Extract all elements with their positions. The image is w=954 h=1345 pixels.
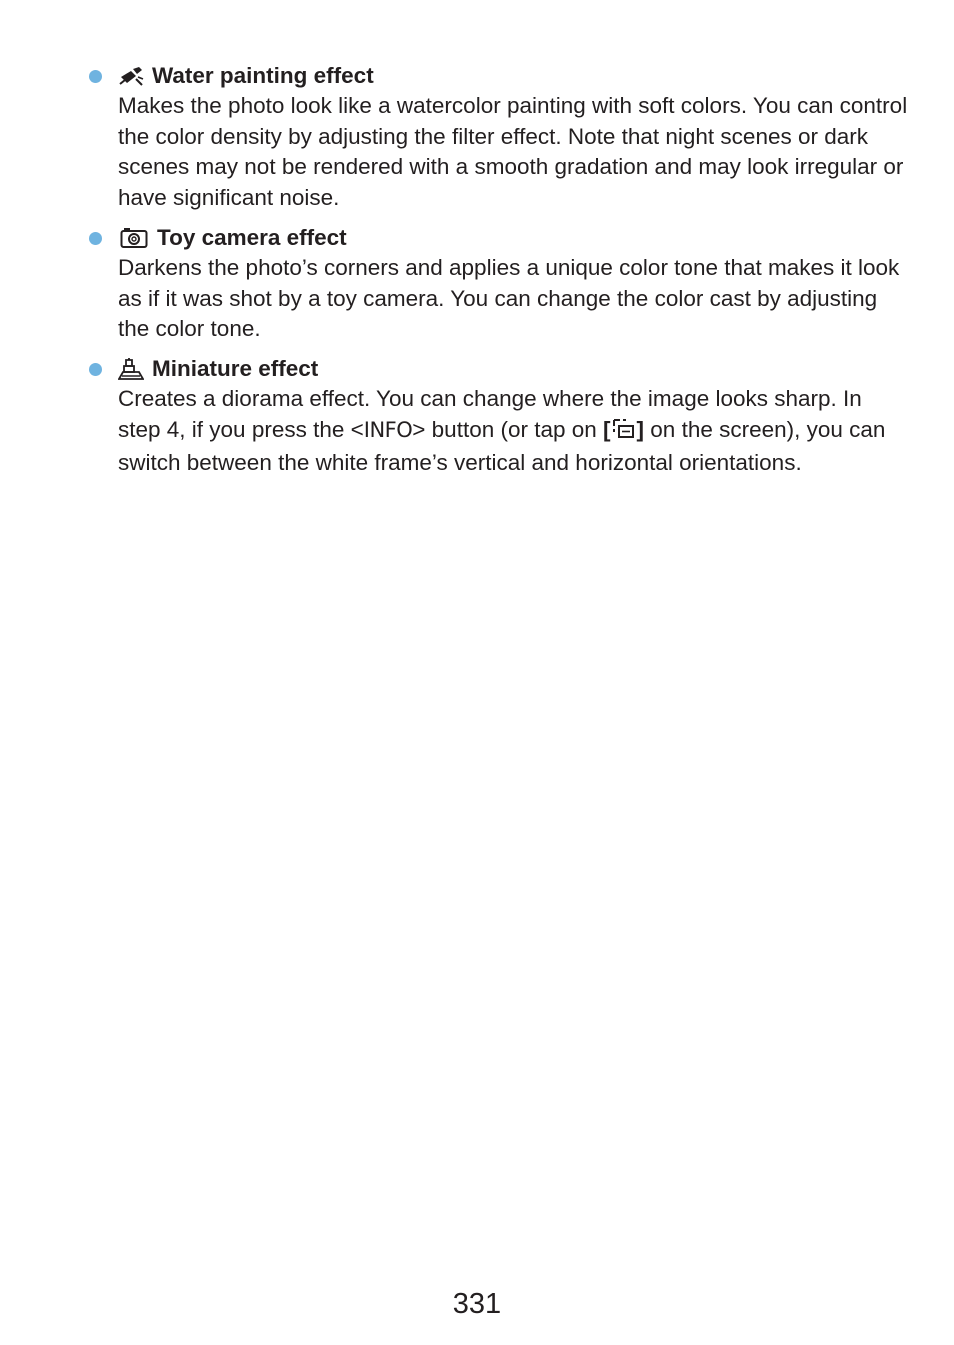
item-title bbox=[118, 223, 908, 253]
info-button-label: INFO bbox=[363, 417, 413, 442]
bullet-dot bbox=[89, 363, 102, 376]
description-text: Creates a diorama effect. You can change where the image looks sharp. In step 4, if you press the < bbox=[118, 386, 862, 442]
item-title-text: Toy camera effect bbox=[157, 225, 347, 250]
item-title bbox=[118, 61, 908, 91]
item-title bbox=[118, 354, 908, 384]
item-description: Darkens the photo’s corners and applies a unique color tone that makes it look as if it was shot by a toy camera. You can change the color cast by adjusting the color tone. bbox=[118, 255, 900, 341]
description-text: on the screen), you can switch between the white frame’s vertical and horizontal orientations. bbox=[118, 416, 886, 475]
item-title-text: Miniature effect bbox=[152, 356, 319, 381]
bracket-open: [ bbox=[603, 416, 611, 442]
toy-camera-icon bbox=[120, 227, 148, 249]
list-item-toy-camera bbox=[118, 223, 908, 345]
water-painting-icon bbox=[118, 65, 144, 87]
item-description: Makes the photo look like a watercolor painting with soft colors. You can control the color density by adjusting the filter effect. Note that night scenes or dark scenes may not be rendered with a smooth gradation and may look irregular or have significant noise. bbox=[118, 93, 908, 210]
miniature-icon bbox=[118, 357, 144, 381]
item-description bbox=[118, 384, 908, 479]
bullet-dot bbox=[89, 232, 102, 245]
bracket-close: ] bbox=[636, 416, 645, 442]
page-number: 331 bbox=[452, 1288, 502, 1320]
list-item-miniature bbox=[118, 354, 908, 479]
list-item-water-painting bbox=[118, 61, 908, 213]
bullet-dot bbox=[89, 70, 102, 83]
frame-orientation-icon bbox=[612, 418, 636, 449]
description-text: > button (or tap on bbox=[412, 416, 604, 442]
item-title-text: Water painting effect bbox=[152, 63, 374, 88]
